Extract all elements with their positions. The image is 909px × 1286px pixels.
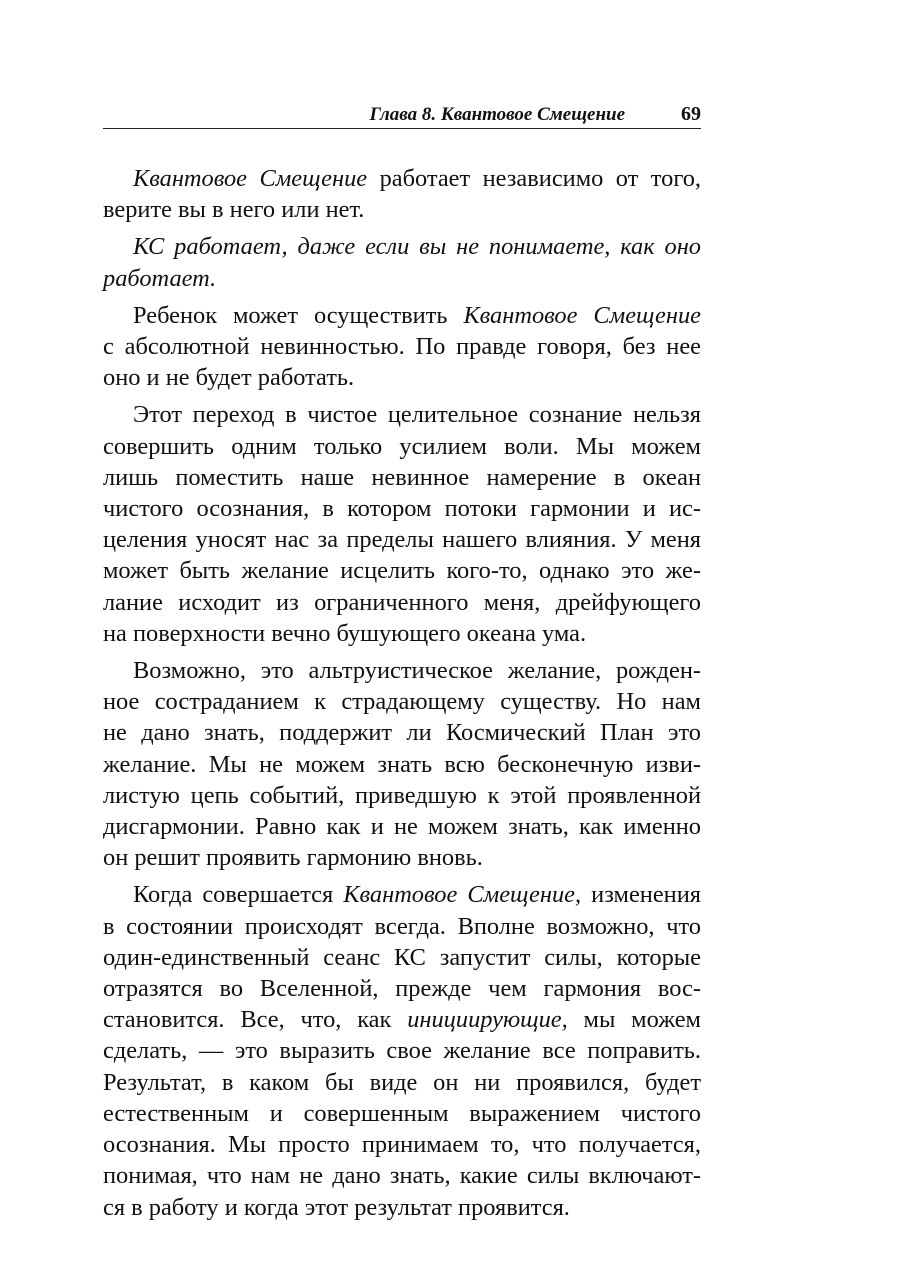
text-segment: мы можем [567, 1006, 701, 1034]
text-segment: чистого осознания, в котором потоки гармонии и ис- [103, 495, 701, 523]
text-segment: отразятся во Вселенной, прежде чем гармония вос- [103, 975, 701, 1003]
page-number: 69 [681, 103, 701, 125]
text-line [103, 194, 701, 225]
text-segment: в состоянии происходят всегда. Вполне возможно, что [103, 912, 701, 940]
text-line [103, 493, 701, 524]
text-line [103, 942, 701, 973]
text-segment: дисгармонии. Равно как и не можем знать, как именно [103, 813, 701, 841]
text-line [103, 911, 701, 942]
text-line [103, 618, 701, 649]
text-segment: Этот переход в чистое целительное сознание нельзя [133, 401, 701, 429]
text-segment: лание исходит из ограниченного меня, дрейфующего [103, 588, 701, 616]
text-line [103, 524, 701, 555]
paragraph [103, 300, 701, 394]
text-segment: лишь поместить наше невинное намерение в океан [103, 463, 701, 491]
text-segment: становится. Все, что, как [103, 1006, 408, 1034]
body-text [103, 163, 701, 1229]
italic-text: инициирующие, [407, 1006, 568, 1034]
text-segment: один-единственный сеанс КС запустит силы, которые [103, 943, 701, 971]
text-line [103, 1160, 701, 1191]
text-line [103, 686, 701, 717]
text-segment: может быть желание исцелить кого-то, однако это же- [103, 557, 701, 585]
text-segment: осознания. Мы просто принимаем то, что получается, [103, 1131, 701, 1159]
text-line [103, 973, 701, 1004]
text-segment: целения уносят нас за пределы нашего влияния. У меня [103, 526, 701, 554]
text-segment: Когда совершается [133, 881, 344, 909]
text-segment: не дано знать, поддержит ли Космический План это [103, 719, 701, 747]
text-line [103, 1129, 701, 1160]
paragraph [103, 655, 701, 873]
text-line [103, 362, 701, 393]
text-segment: на поверхности вечно бушующего океана ума. [103, 619, 587, 647]
text-line [103, 1004, 701, 1035]
text-segment: понимая, что нам не дано знать, какие силы включают- [103, 1162, 701, 1190]
italic-text: Квантовое Смещение [463, 301, 701, 329]
text-line [103, 1192, 701, 1223]
text-segment: листую цепь событий, приведшую к этой проявленной [103, 781, 701, 809]
text-line [103, 842, 701, 873]
text-line [103, 555, 701, 586]
text-line [103, 655, 701, 686]
text-segment: Возможно, это альтруистическое желание, рожден- [133, 657, 701, 685]
italic-text: КС работает, даже если вы не понимаете, как оно [133, 233, 701, 261]
text-segment: ся в работу и когда этот результат проявится. [103, 1193, 570, 1221]
text-segment: естественным и совершенным выражением чистого [103, 1099, 701, 1127]
text-line [103, 749, 701, 780]
text-line [103, 717, 701, 748]
running-header [103, 100, 701, 130]
header-rule [103, 128, 701, 129]
text-segment: изменения [581, 881, 701, 909]
text-segment: работает независимо от того, [367, 165, 702, 192]
text-line [103, 399, 701, 430]
text-line [103, 811, 701, 842]
text-line [103, 431, 701, 462]
text-line [103, 331, 701, 362]
text-segment: он решит проявить гармонию вновь. [103, 844, 483, 872]
text-line [103, 587, 701, 618]
text-line [103, 780, 701, 811]
paragraph [103, 399, 701, 649]
text-line [103, 263, 701, 294]
paragraph [103, 231, 701, 293]
text-segment: Ребенок может осуществить [133, 301, 464, 329]
italic-text: работает. [103, 264, 217, 292]
paragraph [103, 879, 701, 1222]
text-segment: ное состраданием к страдающему существу. Но нам [103, 688, 701, 716]
text-segment: совершить одним только усилием воли. Мы можем [103, 432, 701, 460]
text-segment: оно и не будет работать. [103, 364, 355, 392]
text-segment: Результат, в каком бы виде он ни проявился, будет [103, 1068, 701, 1096]
text-line [103, 231, 701, 262]
text-line [103, 1035, 701, 1066]
text-line [103, 1067, 701, 1098]
text-segment: сделать, — это выразить свое желание все поправить. [103, 1037, 701, 1065]
text-line [103, 163, 701, 194]
chapter-title: Глава 8. Квантовое Смещение [369, 104, 625, 125]
text-segment: верите вы в него или нет. [103, 196, 365, 224]
italic-text: Квантовое Смещение [133, 165, 368, 192]
text-line [103, 1098, 701, 1129]
text-line [103, 879, 701, 910]
italic-text: Квантовое Смещение, [343, 881, 582, 909]
text-segment: желание. Мы не можем знать всю бесконечную изви- [103, 750, 701, 778]
text-line [103, 300, 701, 331]
text-line [103, 462, 701, 493]
paragraph [103, 163, 701, 225]
text-segment: с абсолютной невинностью. По правде говоря, без нее [103, 333, 701, 361]
